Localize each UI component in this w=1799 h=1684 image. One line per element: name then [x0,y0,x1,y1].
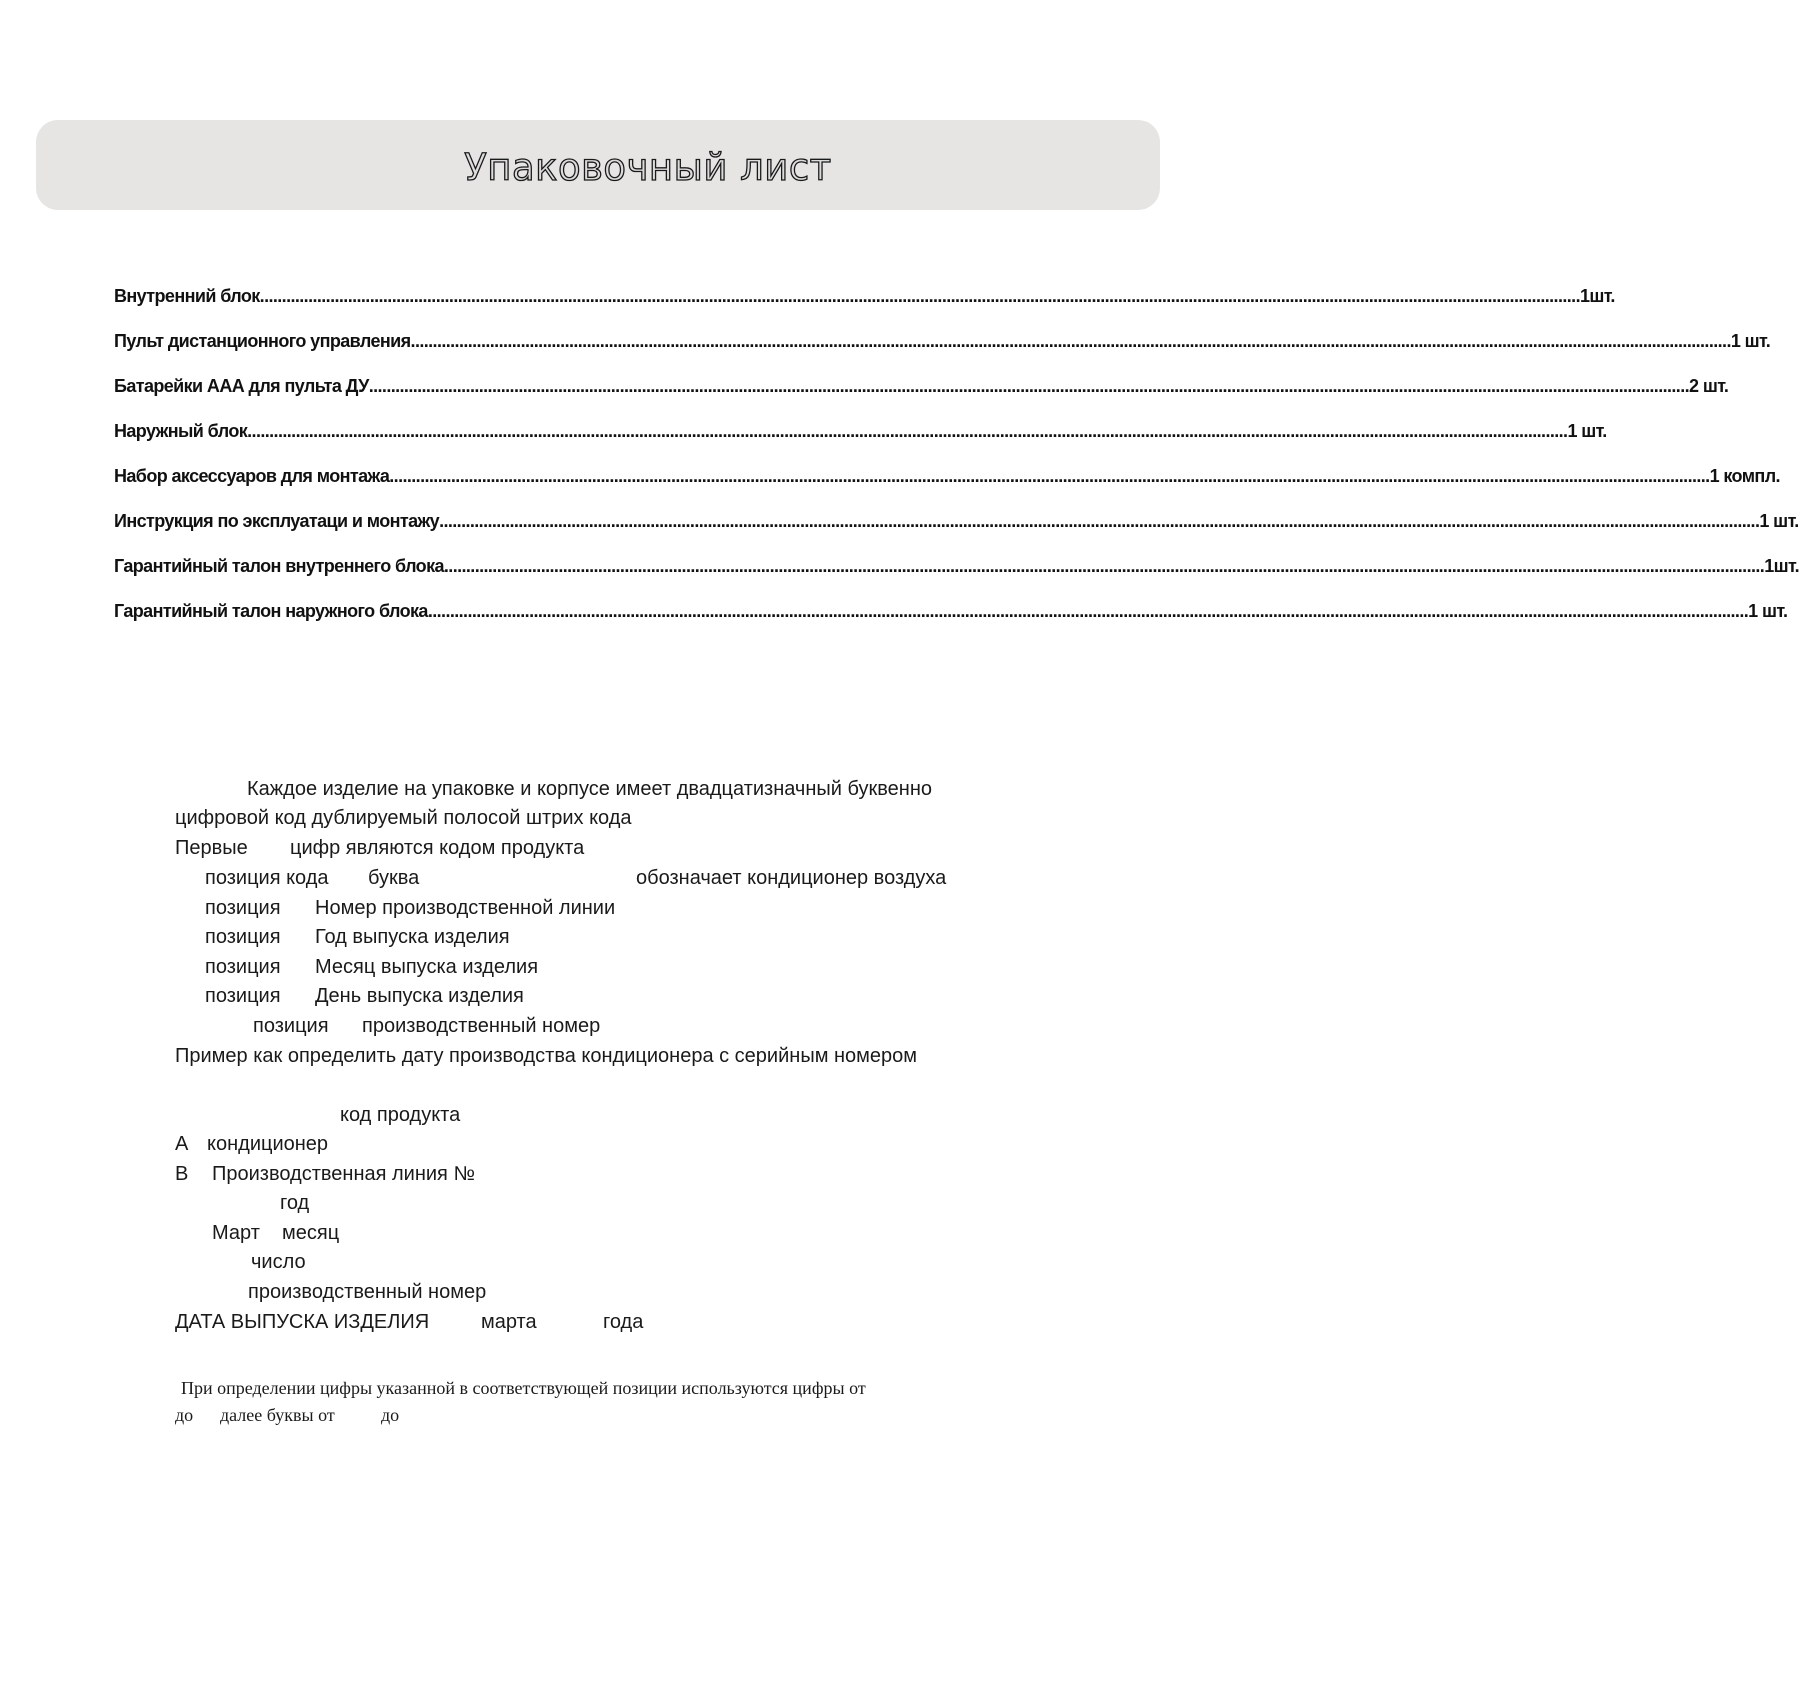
packing-item-qty: 1шт. [1579,286,1615,306]
date-label: ДАТА ВЫПУСКА ИЗДЕЛИЯ [175,1311,430,1333]
first-digits-text: цифр являются кодом продукта [290,837,585,859]
packing-item-qty: 1 шт. [1759,511,1799,531]
packing-item-qty: 1 компл. [1709,466,1780,486]
packing-item-name: Гарантийный талон внутреннего блока [114,556,444,576]
pos2-label: позиция [205,897,281,919]
pos4-meaning: Месяц выпуска изделия [315,956,539,978]
packing-item-name: Батарейки ААА для пульта ДУ [114,376,369,396]
packing-list-row [114,331,1771,376]
pos4-label: позиция [205,956,281,978]
first-digits-label: Первые [175,837,248,859]
note-line-1: При определении цифры указанной в соответствующей позиции используются цифры от [181,1378,866,1398]
page-title: Упаковочный лист [464,146,832,189]
pos1-letter: буква [368,867,420,889]
dot-leader: ............................................................................................................................................................................................................................................................................................................ [368,376,1690,396]
pos6-meaning: производственный номер [362,1015,601,1037]
title-banner [36,120,1160,210]
pos6-label: позиция [253,1015,329,1037]
date-month: марта [481,1311,537,1333]
dot-leader: ............................................................................................................................................................................................................................................................................................................ [247,421,1568,441]
ex-month-value: Март [212,1222,260,1244]
packing-item-name: Внутренний блок [114,286,260,306]
packing-list-row [114,376,1729,421]
packing-item-name: Пульт дистанционного управления [114,331,411,351]
packing-item-qty: 1шт. [1764,556,1799,576]
ex-serial: производственный номер [248,1281,487,1303]
packing-item-name: Гарантийный талон наружного блока [114,601,428,621]
packing-item-name: Набор аксессуаров для монтажа [114,466,390,486]
packing-item-qty: 1 шт. [1748,601,1788,621]
packing-item-name: Наружный блок [114,421,248,441]
ex-b-meaning: Производственная линия № [212,1163,475,1185]
pos1-meaning: обозначает кондиционер воздуха [636,867,947,889]
packing-item-qty: 2 шт. [1689,376,1729,396]
pos1-label: позиция кода [205,867,329,889]
dot-leader: ............................................................................................................................................................................................................................................................................................................ [427,601,1749,621]
pos3-meaning: Год выпуска изделия [315,926,510,948]
dot-leader: ............................................................................................................................................................................................................................................................................................................ [410,331,1731,351]
intro-line-1: Каждое изделие на упаковке и корпусе имеет двадцатизначный буквенно [247,778,932,800]
pos2-meaning: Номер производственной линии [315,897,616,919]
packing-list-row [114,421,1607,466]
ex-year: год [280,1192,310,1214]
example-line: Пример как определить дату производства кондиционера с серийным номером [175,1045,918,1067]
dot-leader: ............................................................................................................................................................................................................................................................................................................ [259,286,1580,306]
packing-list-row [114,601,1788,646]
dot-leader: ............................................................................................................................................................................................................................................................................................................ [439,511,1760,531]
date-year: года [603,1311,644,1333]
note-letters: далее буквы от [220,1405,335,1425]
packing-list-row [114,556,1799,601]
packing-list-row [114,511,1799,556]
packing-list [114,286,1799,646]
note-to: до [381,1405,400,1425]
packing-list-row [114,286,1615,331]
ex-a-letter: А [175,1133,189,1155]
packing-item-qty: 1 шт. [1567,421,1607,441]
pos5-label: позиция [205,985,281,1007]
note-from: до [175,1405,194,1425]
packing-item-name: Инструкция по эксплуатаци и монтажу [114,511,440,531]
dot-leader: ............................................................................................................................................................................................................................................................................................................ [443,556,1765,576]
pos5-meaning: День выпуска изделия [315,985,524,1007]
ex-day: число [251,1251,306,1273]
packing-item-qty: 1 шт. [1730,331,1771,351]
ex-a-meaning: кондиционер [207,1133,329,1155]
ex-product-code: код продукта [340,1104,461,1126]
packing-list-row [114,466,1780,511]
ex-b-letter: В [175,1163,189,1185]
pos3-label: позиция [205,926,281,948]
dot-leader: ............................................................................................................................................................................................................................................................................................................ [389,466,1710,486]
intro-line-2: цифровой код дублируемый полосой штрих кода [175,807,632,829]
ex-month-label: месяц [282,1222,340,1244]
